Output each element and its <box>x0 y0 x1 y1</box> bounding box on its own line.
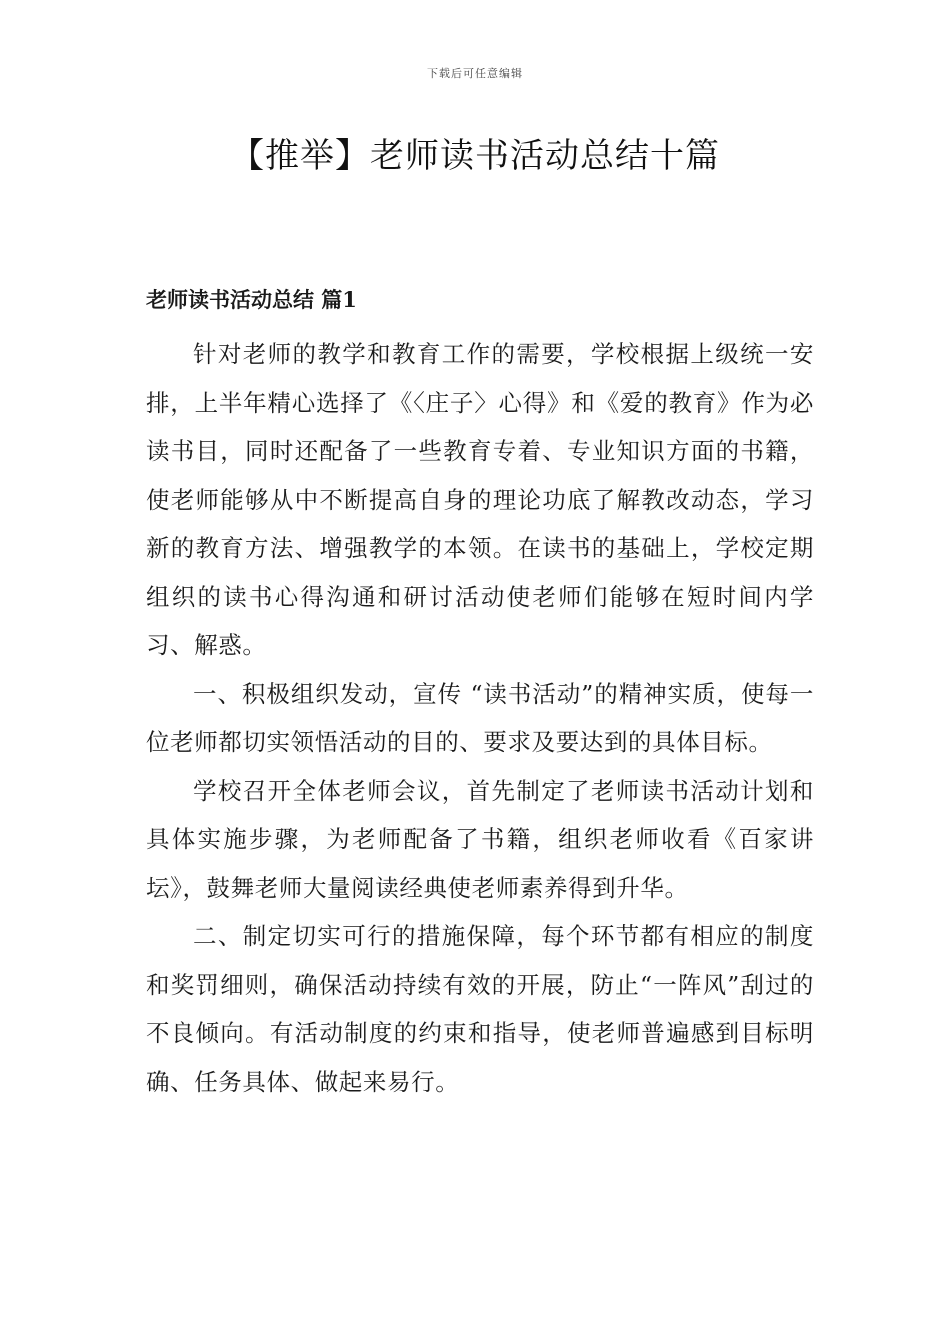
document-title: 【推举】老师读书活动总结十篇 <box>230 136 720 176</box>
paragraph: 针对老师的教学和教育工作的需要，学校根据上级统一安排，上半年精心选择了《〈庄子〉心得》和《爱的教育》作为必读书目，同时还配备了一些教育专着、专业知识方面的书籍，使老师能够从中不断提高自身的理论功底了解教改动态，学习新的教育方法、增强教学的本领。在读书的基础上，学校定期组织的读书心得沟通和研讨活动使老师们能够在短时间内学习、解惑。 <box>146 340 814 659</box>
paragraph: 一、积极组织发动，宣传 “读书活动”的精神实质，使每一位老师都切实领悟活动的目的、要求及要达到的具体目标。 <box>146 679 814 756</box>
header-note: 下载后可任意编辑 <box>427 67 523 80</box>
paragraph: 二、制定切实可行的措施保障，每个环节都有相应的制度和奖罚细则，确保活动持续有效的开展，防止“一阵风”刮过的不良倾向。有活动制度的约束和指导，使老师普遍感到目标明确、任务具体、做起来易行。 <box>146 922 814 1096</box>
section-heading: 老师读书活动总结 篇1 <box>146 287 357 312</box>
document-body <box>146 330 814 1106</box>
paragraph: 学校召开全体老师会议，首先制定了老师读书活动计划和具体实施步骤，为老师配备了书籍，组织老师收看《百家讲坛》，鼓舞老师大量阅读经典使老师素养得到升华。 <box>146 776 814 902</box>
